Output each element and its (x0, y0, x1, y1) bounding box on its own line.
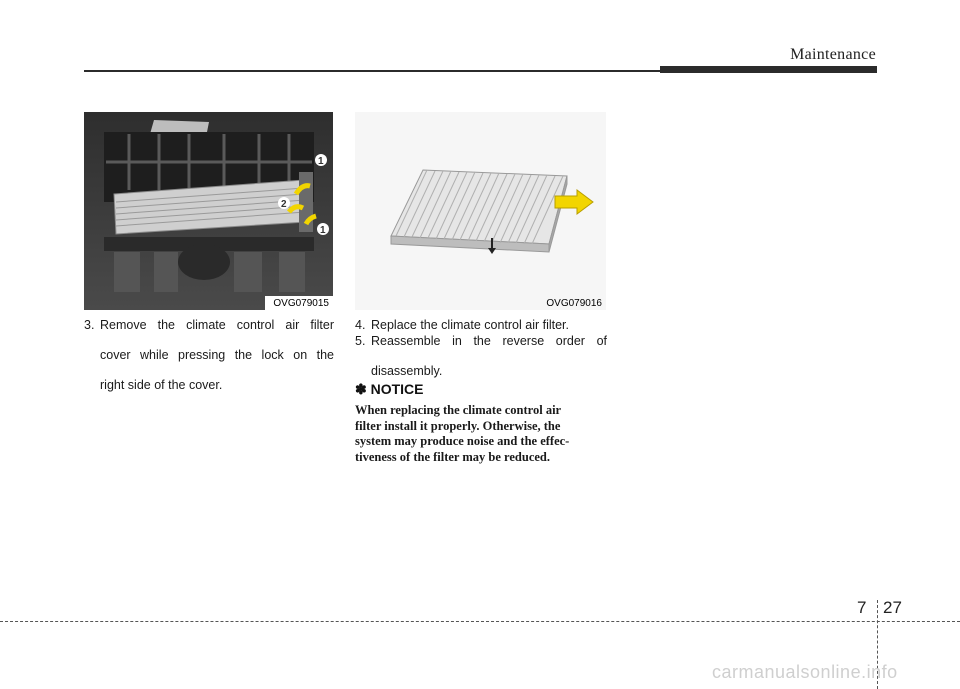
step-4 (355, 318, 607, 333)
section-title: Maintenance (790, 46, 876, 63)
figure-label: OVG079016 (546, 298, 602, 309)
step-text-line: cover while pressing the lock on the (100, 348, 334, 362)
step-text-line: Remove the climate control air filter (100, 318, 334, 332)
callout-1-top: 1 (318, 156, 324, 167)
step-text-line: right side of the cover. (100, 378, 223, 392)
figure-label: OVG079015 (265, 296, 333, 310)
header-rule-thick (660, 66, 877, 73)
watermark: carmanualsonline.info (712, 662, 898, 682)
step-number: 4. (355, 318, 366, 332)
chapter-number: 7 (857, 598, 867, 617)
step-number: 5. (355, 334, 366, 348)
page-number: 27 (883, 598, 902, 617)
filter-element-illustration (355, 112, 606, 310)
step-number: 3. (84, 318, 95, 332)
step-text-line: Reassemble in the reverse order of (371, 334, 607, 348)
figure-filter-element (355, 112, 606, 310)
step-text-line: disassembly. (371, 364, 443, 378)
callout-1-bottom: 1 (320, 225, 326, 236)
footer-rule (0, 621, 960, 622)
step-3 (84, 318, 334, 393)
figure-filter-cover (84, 112, 333, 310)
step-5 (355, 334, 607, 379)
header-rule-thin (84, 70, 662, 72)
callout-2: 2 (281, 199, 287, 210)
notice-line: tiveness of the filter may be reduced. (355, 449, 550, 464)
filter-cover-illustration (84, 112, 333, 310)
notice-line: When replacing the climate control air (355, 403, 562, 417)
notice-heading: ✽ NOTICE (355, 381, 424, 397)
notice-line: system may produce noise and the effec- (355, 434, 570, 448)
notice-line: filter install it properly. Otherwise, the (355, 418, 561, 433)
step-text-line: Replace the climate control air filter. (371, 318, 570, 332)
notice-body (355, 403, 605, 465)
